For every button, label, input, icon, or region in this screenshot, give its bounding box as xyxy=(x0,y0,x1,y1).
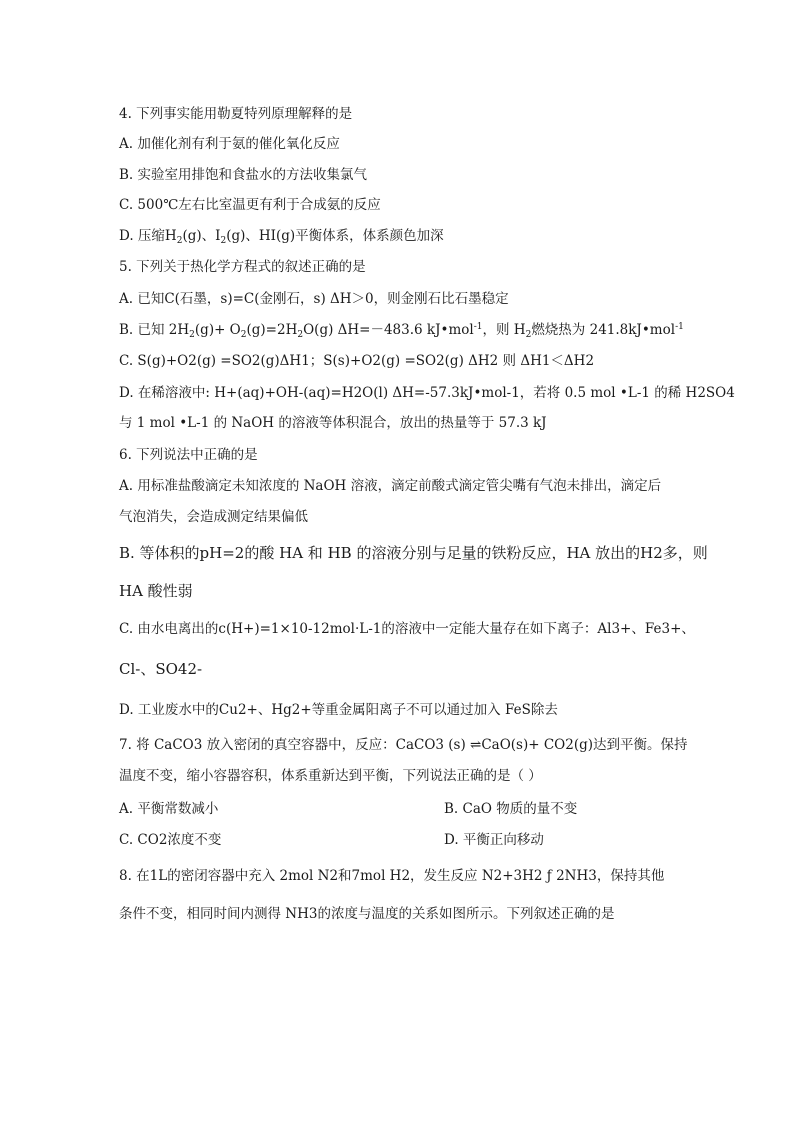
question-6-option-a-line1: A. 用标准盐酸滴定未知浓度的 NaOH 溶液，滴定前酸式滴定管尖嘴有气泡未排出，滴定后 xyxy=(119,478,662,494)
question-6-option-c-line2: Cl-、SO42- xyxy=(119,660,203,678)
question-7-stem-line1: 7. 将 CaCO3 放入密闭的真空容器中，反应：CaCO3 (s) ⇌CaO(s)+ CO2(g)达到平衡。保持 xyxy=(119,737,688,753)
question-7-option-c: C. CO2浓度不变 xyxy=(119,832,222,848)
question-6-option-b-line2: HA 酸性弱 xyxy=(119,582,193,600)
question-6-option-c-line1: C. 由水电离出的c(H+)=1×10-12mol·L-1的溶液中一定能大量存在如下离子：Al3+、Fe3+、 xyxy=(119,621,695,637)
question-6-option-d: D. 工业废水中的Cu2+、Hg2+等重金属阳离子不可以通过加入 FeS除去 xyxy=(119,702,558,718)
question-5-option-c: C. S(g)+O2(g) =SO2(g)ΔH1；S(s)+O2(g) =SO2(g) ΔH2 则 ΔH1＜ΔH2 xyxy=(119,353,595,369)
question-5-option-d-line2: 与 1 mol •L-1 的 NaOH 的溶液等体积混合，放出的热量等于 57.3 kJ xyxy=(119,415,547,431)
question-8-stem-line1: 8. 在1L的密闭容器中充入 2mol N2和7mol H2，发生反应 N2+3H2 ƒ 2NH3，保持其他 xyxy=(119,868,665,884)
question-7-option-b: B. CaO 物质的量不变 xyxy=(444,801,578,817)
question-6-stem: 6. 下列说法中正确的是 xyxy=(119,447,258,463)
question-4-stem: 4. 下列事实能用勒夏特列原理解释的是 xyxy=(119,106,353,122)
question-7-option-a: A. 平衡常数减小 xyxy=(119,801,219,817)
question-5-option-d-line1: D. 在稀溶液中: H+(aq)+OH-(aq)=H2O(l) ΔH=-57.3kJ•mol-1，若将 0.5 mol •L-1 的稀 H2SO4 xyxy=(119,385,735,401)
question-5-option-a: A. 已知C(石墨，s)=C(金刚石，s) ΔH＞0，则金刚石比石墨稳定 xyxy=(119,291,509,307)
question-8-stem-line2: 条件不变，相同时间内测得 NH3的浓度与温度的关系如图所示。下列叙述正确的是 xyxy=(119,906,615,922)
question-7-option-d: D. 平衡正向移动 xyxy=(444,832,544,848)
question-4-option-d: D. 压缩$H_2(g)$、$I_2(g)$、HI(g)平衡体系，体系颜色加深 xyxy=(119,228,444,246)
question-6-option-b-line1: B. 等体积的pH=2的酸 HA 和 HB 的溶液分别与足量的铁粉反应，HA 放出的H2多，则 xyxy=(119,544,708,562)
question-4-option-a: A. 加催化剂有利于氨的催化氧化反应 xyxy=(119,136,340,152)
question-6-option-a-line2: 气泡消失，会造成测定结果偏低 xyxy=(119,509,308,525)
question-5-option-b: B. 已知 $2H_2(g)+ O_2(g)=2H_2O(g)$ ΔH=－483.6 kJ•mol$^{-1}$，则 $H_2$燃烧热为 241.8kJ•mol$^{-1}$ xyxy=(119,322,684,340)
question-5-stem: 5. 下列关于热化学方程式的叙述正确的是 xyxy=(119,259,366,275)
question-7-stem-line2: 温度不变，缩小容器容积，体系重新达到平衡，下列说法正确的是（ ） xyxy=(119,768,542,784)
question-4-option-b: B. 实验室用排饱和食盐水的方法收集氯气 xyxy=(119,167,368,183)
question-4-option-c: C. 500℃左右比室温更有利于合成氨的反应 xyxy=(119,197,381,213)
